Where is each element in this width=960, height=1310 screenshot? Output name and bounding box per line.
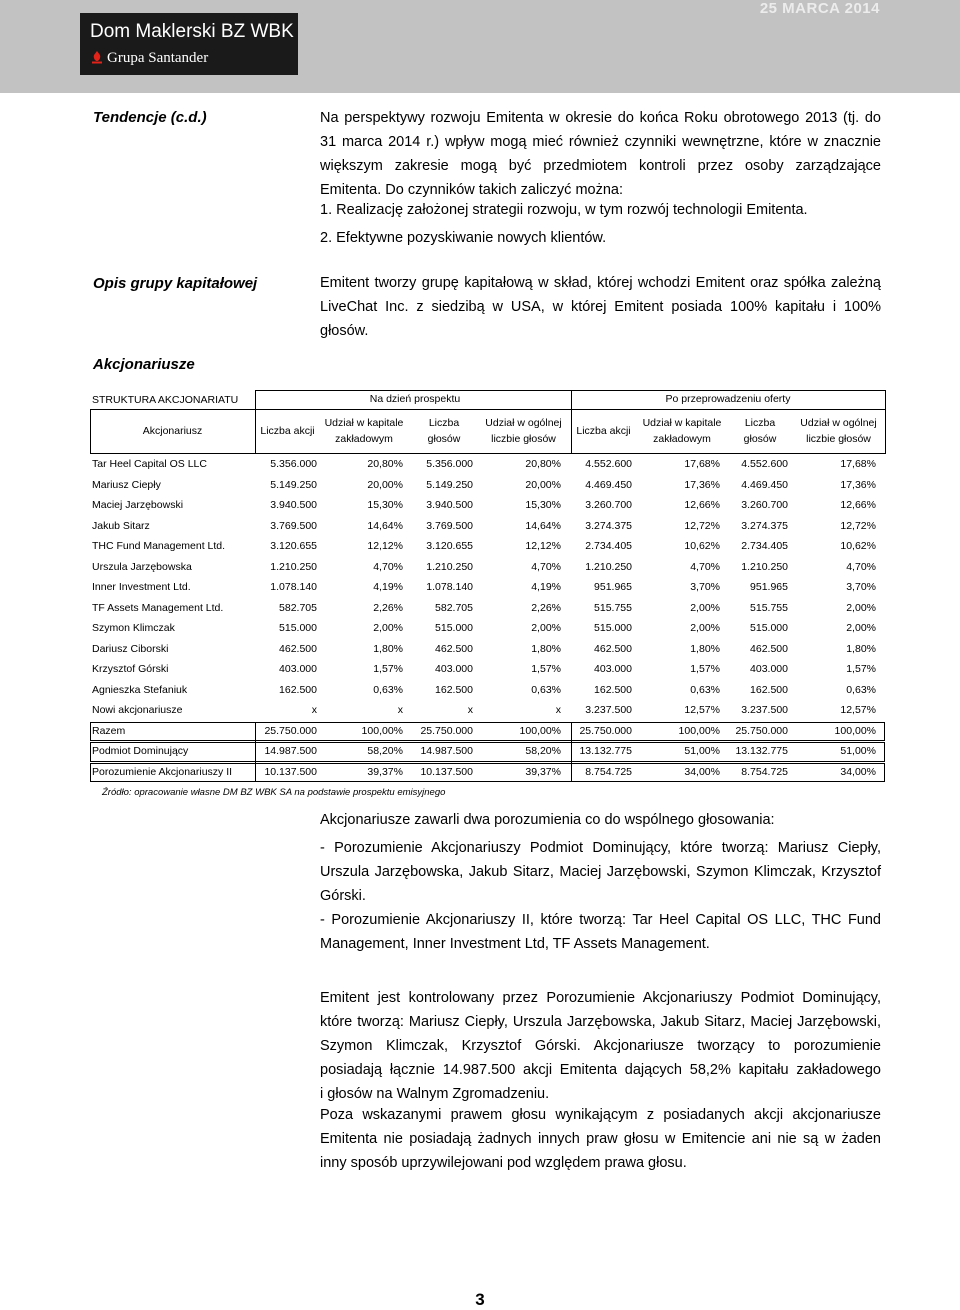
table-cell: 1.210.250 bbox=[585, 560, 632, 573]
table-cell: 515.755 bbox=[750, 601, 788, 614]
table-cell: 25.750.000 bbox=[735, 724, 788, 737]
row-shareholder-name: Podmiot Dominujący bbox=[92, 745, 189, 757]
porozumienie-2-paragraph bbox=[320, 908, 881, 956]
col-header-line: Udział w ogólnej bbox=[485, 417, 562, 429]
table-cell: 3.940.500 bbox=[270, 499, 317, 511]
page-number: 3 bbox=[475, 1290, 485, 1309]
page-header bbox=[0, 0, 960, 93]
table-cell: 15,30% bbox=[525, 499, 561, 511]
table-cell: 2.734.405 bbox=[585, 540, 632, 552]
table-cell: 403.000 bbox=[279, 663, 317, 675]
text-line: Emitenta. Do czynników takich zaliczyć można: bbox=[320, 182, 623, 198]
table-cell: 8.754.725 bbox=[741, 765, 788, 778]
text-line: Emitent tworzy grupę kapitałową w skład, której wchodzi Emitent oraz spółka zależną bbox=[320, 275, 881, 291]
table-cell: 2.734.405 bbox=[741, 540, 788, 552]
row-shareholder-name: THC Fund Management Ltd. bbox=[92, 540, 226, 552]
table-cell: 2,26% bbox=[531, 601, 561, 614]
table-cell: 14,64% bbox=[525, 519, 561, 532]
table-cell: 3.237.500 bbox=[741, 704, 788, 716]
table-cell: 1.210.250 bbox=[426, 560, 473, 573]
table-cell: 3.260.700 bbox=[585, 499, 632, 511]
table-cell: 515.000 bbox=[435, 622, 473, 634]
table-cell: 10,62% bbox=[684, 540, 720, 552]
logo-subtitle-text: Grupa Santander bbox=[107, 50, 209, 66]
table-cell: 3.274.375 bbox=[585, 519, 632, 532]
table-cell: 20,80% bbox=[525, 458, 561, 470]
table-cell: 2,00% bbox=[846, 622, 876, 634]
table-cell: 17,68% bbox=[840, 458, 876, 470]
table-cell: 4,19% bbox=[531, 581, 561, 593]
col-header-line: Udział w ogólnej bbox=[800, 417, 877, 429]
table-cell: 5.356.000 bbox=[426, 458, 473, 470]
text-line: Emitenta nie posiadają żadnych innych praw głosu w Emitencie ani nie są w żaden bbox=[320, 1131, 881, 1147]
table-cell: 12,12% bbox=[525, 540, 561, 552]
table-cell: 5.149.250 bbox=[426, 478, 473, 491]
table-cell: 1,57% bbox=[531, 663, 561, 675]
text-line: głosów. bbox=[320, 323, 369, 339]
table-cell: 1,80% bbox=[373, 642, 403, 655]
col-header-udzial-glosy bbox=[792, 417, 885, 445]
row-shareholder-name: Szymon Klimczak bbox=[92, 622, 175, 634]
table-cell: 14.987.500 bbox=[264, 745, 317, 757]
row-shareholder-name: Tar Heel Capital OS LLC bbox=[92, 458, 207, 470]
table-cell: 17,36% bbox=[684, 478, 720, 491]
table-cell: 12,66% bbox=[840, 499, 876, 511]
table-cell: 1,57% bbox=[373, 663, 403, 675]
col-header-line: Liczba bbox=[744, 417, 776, 429]
porozumienie-1-paragraph bbox=[320, 836, 881, 908]
row-shareholder-name: Inner Investment Ltd. bbox=[92, 581, 191, 593]
table-cell: 51,00% bbox=[840, 745, 876, 757]
col-header-line: Liczba bbox=[428, 417, 460, 429]
text-line: - Porozumienie Akcjonariuszy Podmiot Dominujący, które tworzą: Mariusz Ciepły, bbox=[320, 840, 881, 856]
table-cell: 3.237.500 bbox=[585, 704, 632, 716]
table-cell: 4,19% bbox=[373, 581, 403, 593]
table-cell: 12,57% bbox=[684, 704, 720, 716]
table-cell: 162.500 bbox=[435, 683, 473, 696]
table-source-note: Źródło: opracowanie własne DM BZ WBK SA na podstawie prospektu emisyjnego bbox=[102, 787, 446, 798]
table-cell: 515.000 bbox=[594, 622, 632, 634]
table-cell: 25.750.000 bbox=[264, 724, 317, 737]
section-label-tendencje: Tendencje (c.d.) bbox=[93, 109, 207, 126]
logo-title: Dom Maklerski BZ WBK bbox=[90, 21, 294, 42]
table-cell: 162.500 bbox=[594, 683, 632, 696]
table-cell: 3,70% bbox=[690, 581, 720, 593]
text-line: które tworzą: Mariusz Ciepły, Urszula Jarzębowska, Jakub Sitarz, Maciej Jarzębowski, bbox=[320, 1014, 881, 1030]
table-line bbox=[885, 390, 886, 454]
table-cell: 58,20% bbox=[525, 745, 561, 757]
table-cell: 951.965 bbox=[594, 581, 632, 593]
table-cell: 3.120.655 bbox=[270, 540, 317, 552]
row-shareholder-name: Urszula Jarzębowska bbox=[92, 560, 192, 573]
table-cell: 2,00% bbox=[846, 601, 876, 614]
text-line: Poza wskazanymi prawem głosu wynikającym z posiadanych akcji akcjonariusze bbox=[320, 1107, 881, 1123]
table-cell: 39,37% bbox=[367, 765, 403, 778]
table-cell: 1,80% bbox=[690, 642, 720, 655]
table-cell: 951.965 bbox=[750, 581, 788, 593]
col-header-line: Udział w kapitale bbox=[324, 417, 404, 429]
table-cell: 8.754.725 bbox=[585, 765, 632, 778]
table-cell: 4,70% bbox=[531, 560, 561, 573]
table-cell: 462.500 bbox=[750, 642, 788, 655]
group-header-after-offer: Po przeprowadzeniu oferty bbox=[665, 393, 791, 405]
table-cell: 12,12% bbox=[367, 540, 403, 552]
table-cell: 14.987.500 bbox=[420, 745, 473, 757]
table-cell: 17,68% bbox=[684, 458, 720, 470]
table-cell: x bbox=[397, 704, 403, 716]
table-cell: 10.137.500 bbox=[420, 765, 473, 778]
table-cell: 162.500 bbox=[279, 683, 317, 696]
table-cell: 1.078.140 bbox=[270, 581, 317, 593]
table-cell: 2,00% bbox=[531, 622, 561, 634]
section-label-akcjonariusze: Akcjonariusze bbox=[93, 356, 195, 373]
table-line bbox=[90, 409, 255, 410]
table-cell: 15,30% bbox=[367, 499, 403, 511]
table-cell: 403.000 bbox=[750, 663, 788, 675]
kontrola-paragraph bbox=[320, 986, 881, 1106]
text-line: 31 marca 2014 r.) wpływ mogą mieć również czynniki wewnętrzne, które w znacznie bbox=[320, 134, 881, 150]
table-line bbox=[255, 409, 885, 410]
row-shareholder-name: Porozumienie Akcjonariuszy II bbox=[92, 765, 233, 778]
company-logo bbox=[80, 13, 298, 75]
opis-paragraph bbox=[320, 271, 881, 343]
table-cell: x bbox=[311, 704, 317, 716]
text-line: Szymon Klimczak, Krzysztof Górski. Akcjonariusze tworzący to porozumienie bbox=[320, 1038, 881, 1054]
table-cell: 10.137.500 bbox=[264, 765, 317, 778]
table-cell: 0,63% bbox=[690, 683, 720, 696]
col-header-line: głosów bbox=[743, 433, 777, 445]
table-cell: 0,63% bbox=[531, 683, 561, 696]
table-cell: 12,57% bbox=[840, 704, 876, 716]
table-cell: 4,70% bbox=[373, 560, 403, 573]
table-cell: 2,00% bbox=[690, 601, 720, 614]
table-cell: 39,37% bbox=[525, 765, 561, 778]
table-cell: 1,80% bbox=[846, 642, 876, 655]
col-header-liczba-akcji: Liczba akcji bbox=[260, 425, 315, 437]
table-cell: 12,72% bbox=[840, 519, 876, 532]
table-cell: 2,00% bbox=[690, 622, 720, 634]
uprzywilejowanie-paragraph bbox=[320, 1103, 881, 1175]
col-header-line: zakładowym bbox=[335, 433, 393, 445]
table-cell: x bbox=[467, 704, 473, 716]
tendencje-item-1: 1. Realizację założonej strategii rozwoju, w tym rozwój technologii Emitenta. bbox=[320, 202, 808, 218]
table-cell: 12,66% bbox=[684, 499, 720, 511]
table-cell: 4,70% bbox=[690, 560, 720, 573]
row-shareholder-name: Agnieszka Stefaniuk bbox=[92, 683, 188, 696]
table-cell: 462.500 bbox=[279, 642, 317, 655]
table-cell: 3.120.655 bbox=[426, 540, 473, 552]
table-cell: 3,70% bbox=[846, 581, 876, 593]
row-shareholder-name: Dariusz Ciborski bbox=[92, 642, 169, 655]
table-cell: 13.132.775 bbox=[735, 745, 788, 757]
text-line: posiadają łącznie 14.987.500 akcji Emitenta dających 58,2% kapitału zakładowego bbox=[320, 1062, 881, 1078]
table-cell: 4.552.600 bbox=[741, 458, 788, 470]
row-shareholder-name: Krzysztof Górski bbox=[92, 663, 169, 675]
row-shareholder-name: Maciej Jarzębowski bbox=[92, 499, 184, 511]
table-cell: 4,70% bbox=[846, 560, 876, 573]
table-cell: 4.469.450 bbox=[741, 478, 788, 491]
table-cell: 582.705 bbox=[279, 601, 317, 614]
table-cell: 17,36% bbox=[840, 478, 876, 491]
table-line bbox=[255, 390, 885, 391]
table-cell: 0,63% bbox=[373, 683, 403, 696]
table-line bbox=[255, 390, 256, 454]
table-cell: 10,62% bbox=[840, 540, 876, 552]
section-label-opis: Opis grupy kapitałowej bbox=[93, 275, 258, 292]
table-cell: 20,00% bbox=[525, 478, 561, 491]
table-cell: 462.500 bbox=[594, 642, 632, 655]
table-line bbox=[90, 453, 885, 454]
porozumienia-intro: Akcjonariusze zawarli dwa porozumienia co do wspólnego głosowania: bbox=[320, 812, 775, 828]
col-header-udzial-glosy bbox=[476, 417, 571, 445]
table-cell: 1.210.250 bbox=[270, 560, 317, 573]
table-cell: 20,00% bbox=[367, 478, 403, 491]
text-line: większym zakresie mogą być przedmiotem kontroli przez osoby zarządzające bbox=[320, 158, 881, 174]
col-header-line: Udział w kapitale bbox=[642, 417, 722, 429]
col-header-line: liczbie głosów bbox=[491, 433, 556, 445]
text-line: Na perspektywy rozwoju Emitenta w okresie do końca Roku obrotowego 2013 (tj. do bbox=[320, 110, 881, 126]
table-cell: 20,80% bbox=[367, 458, 403, 470]
row-shareholder-name: Nowi akcjonariusze bbox=[92, 704, 183, 716]
table-cell: 100,00% bbox=[834, 724, 876, 737]
text-line: i głosów na Walnym Zgromadzeniu. bbox=[320, 1086, 550, 1102]
col-header-akcjonariusz: Akcjonariusz bbox=[142, 425, 203, 437]
table-cell: 515.755 bbox=[594, 601, 632, 614]
table-cell: 3.769.500 bbox=[426, 519, 473, 532]
flame-icon bbox=[90, 50, 104, 64]
table-line bbox=[571, 390, 572, 454]
table-title: STRUKTURA AKCJONARIATU bbox=[92, 394, 239, 406]
text-line: Górski. bbox=[320, 888, 366, 904]
col-header-line: głosów bbox=[427, 433, 461, 445]
row-shareholder-name: Razem bbox=[92, 724, 126, 737]
tendencje-paragraph bbox=[320, 106, 881, 202]
table-cell: 13.132.775 bbox=[579, 745, 632, 757]
table-cell: 58,20% bbox=[367, 745, 403, 757]
table-cell: 5.149.250 bbox=[270, 478, 317, 491]
group-header-prospectus: Na dzień prospektu bbox=[369, 393, 461, 405]
table-cell: 515.000 bbox=[279, 622, 317, 634]
table-cell: 100,00% bbox=[361, 724, 403, 737]
col-header-liczba-akcji: Liczba akcji bbox=[576, 425, 631, 437]
row-shareholder-name: Mariusz Ciepły bbox=[92, 478, 161, 491]
table-cell: 14,64% bbox=[367, 519, 403, 532]
table-cell: 25.750.000 bbox=[579, 724, 632, 737]
table-cell: 34,00% bbox=[684, 765, 720, 778]
row-shareholder-name: Jakub Sitarz bbox=[92, 519, 150, 532]
table-cell: 5.356.000 bbox=[270, 458, 317, 470]
col-header-udzial-kapital bbox=[318, 417, 410, 445]
row-shareholder-name: TF Assets Management Ltd. bbox=[92, 601, 224, 614]
table-cell: 4.469.450 bbox=[585, 478, 632, 491]
table-cell: 25.750.000 bbox=[420, 724, 473, 737]
table-cell: 1,57% bbox=[690, 663, 720, 675]
table-cell: 100,00% bbox=[519, 724, 561, 737]
logo-subtitle bbox=[90, 50, 208, 67]
header-date: 25 MARCA 2014 bbox=[759, 0, 880, 17]
col-header-line: liczbie głosów bbox=[806, 433, 871, 445]
table-cell: 34,00% bbox=[840, 765, 876, 778]
text-line: Emitent jest kontrolowany przez Porozumienie Akcjonariuszy Podmiot Dominujący, bbox=[320, 990, 881, 1006]
col-header-line: zakładowym bbox=[653, 433, 711, 445]
text-line: - Porozumienie Akcjonariuszy II, które tworzą: Tar Heel Capital OS LLC, THC Fund bbox=[320, 912, 881, 928]
table-cell: 100,00% bbox=[678, 724, 720, 737]
text-line: Urszula Jarzębowska, Jakub Sitarz, Maciej Jarzębowski, Szymon Klimczak, Krzysztof bbox=[320, 864, 881, 880]
table-cell: 2,26% bbox=[373, 601, 403, 614]
table-cell: 12,72% bbox=[684, 519, 720, 532]
table-cell: 4.552.600 bbox=[585, 458, 632, 470]
table-cell: 3.260.700 bbox=[741, 499, 788, 511]
row-frame bbox=[90, 722, 885, 742]
table-cell: 403.000 bbox=[594, 663, 632, 675]
table-cell: 2,00% bbox=[373, 622, 403, 634]
text-line: LiveChat Inc. z siedzibą w USA, w której Emitent posiada 100% kapitału i 100% bbox=[320, 299, 881, 315]
table-cell: 403.000 bbox=[435, 663, 473, 675]
table-cell: 515.000 bbox=[750, 622, 788, 634]
row-frame bbox=[90, 742, 885, 762]
table-cell: 162.500 bbox=[750, 683, 788, 696]
text-line: inny sposób uprzywilejowani pod względem prawa głosu. bbox=[320, 1155, 687, 1171]
table-line bbox=[571, 722, 572, 783]
table-cell: 1,80% bbox=[531, 642, 561, 655]
table-cell: 1.078.140 bbox=[426, 581, 473, 593]
table-cell: 1.210.250 bbox=[741, 560, 788, 573]
col-header-udzial-kapital bbox=[636, 417, 728, 445]
row-frame bbox=[90, 763, 885, 783]
table-cell: 51,00% bbox=[684, 745, 720, 757]
table-cell: 582.705 bbox=[435, 601, 473, 614]
table-cell: 462.500 bbox=[435, 642, 473, 655]
tendencje-item-2: 2. Efektywne pozyskiwanie nowych klientów. bbox=[320, 230, 607, 246]
text-line: Management, Inner Investment Ltd, TF Assets Management. bbox=[320, 936, 710, 952]
col-header-liczba-glosow bbox=[728, 417, 792, 445]
col-header-liczba-glosow bbox=[412, 417, 476, 445]
table-cell: 0,63% bbox=[846, 683, 876, 696]
table-cell: x bbox=[555, 704, 561, 716]
table-cell: 3.769.500 bbox=[270, 519, 317, 532]
table-line bbox=[255, 722, 256, 783]
table-cell: 3.274.375 bbox=[741, 519, 788, 532]
table-cell: 1,57% bbox=[846, 663, 876, 675]
table-cell: 3.940.500 bbox=[426, 499, 473, 511]
